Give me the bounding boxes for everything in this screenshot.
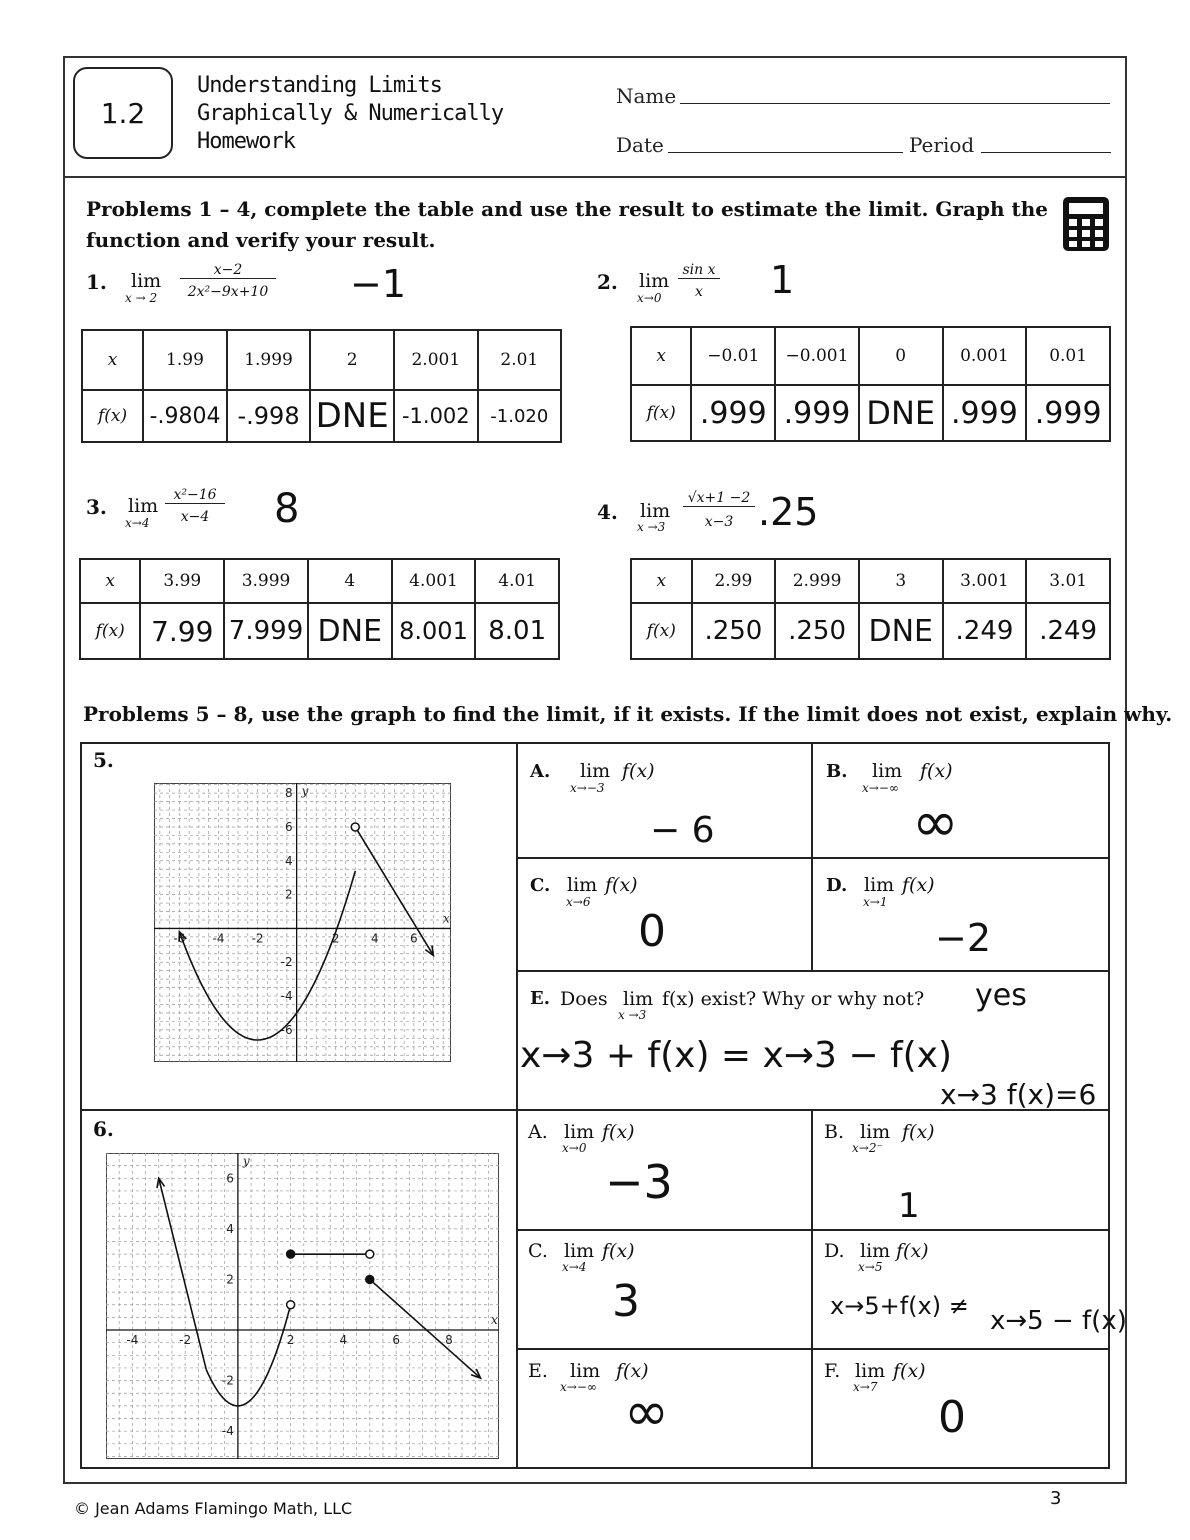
- table-cell[interactable]: 8.001: [392, 603, 476, 659]
- table-cell[interactable]: .249: [943, 603, 1027, 659]
- limit-subscript: x→−3: [570, 781, 605, 795]
- grid-divider: [516, 743, 518, 1468]
- table-cell[interactable]: .249: [1026, 603, 1110, 659]
- table-cell: 3: [859, 559, 943, 603]
- problem-1-numerator: x−2: [180, 262, 276, 279]
- limit-subscript: x→2⁻: [852, 1141, 883, 1155]
- y-tick-label: -4: [280, 989, 293, 1004]
- problem-1-lim: lim: [131, 270, 162, 292]
- part-label: B.: [824, 1121, 845, 1143]
- table-cell[interactable]: DNE: [310, 390, 394, 442]
- name-label: Name: [616, 84, 677, 108]
- x-tick-label: -2: [251, 931, 264, 946]
- limit-word: lim: [570, 1360, 601, 1382]
- x-header: x: [631, 327, 691, 385]
- table-cell: 2.01: [478, 330, 561, 390]
- limit-word: lim: [564, 1240, 595, 1262]
- limit-word: lim: [860, 1121, 891, 1143]
- x-header: x: [631, 559, 692, 603]
- x-tick-label: -4: [126, 1333, 139, 1348]
- limit-word: lim: [872, 760, 903, 782]
- limit-subscript: x→0: [562, 1141, 587, 1155]
- table-cell: 3.01: [1026, 559, 1110, 603]
- problem-2-answer: 1: [770, 258, 795, 302]
- open-point: [287, 1301, 295, 1309]
- work-5e-line1: x→3 + f(x) = x→3 − f(x): [520, 1035, 953, 1076]
- worksheet-title: Understanding Limits Graphically & Numerically Homework: [197, 73, 504, 154]
- problem-4-number: 4.: [597, 500, 618, 524]
- function-label: f(x): [902, 874, 935, 896]
- table-cell[interactable]: 7.99: [140, 603, 224, 659]
- y-tick-label: 8: [284, 786, 293, 801]
- table-cell: 1.99: [143, 330, 227, 390]
- header-divider: [63, 176, 1127, 178]
- x-tick-label: 4: [370, 931, 379, 946]
- problem-2-table: [630, 326, 1111, 442]
- function-label: f(x): [602, 1240, 635, 1262]
- calculator-icon: [1061, 195, 1111, 253]
- table-cell[interactable]: -1.002: [394, 390, 478, 442]
- table-cell: 3.999: [224, 559, 308, 603]
- limit-subscript: x→−∞: [862, 781, 899, 795]
- table-cell[interactable]: .999: [1026, 385, 1110, 441]
- y-axis-label: y: [242, 1154, 250, 1168]
- problem-3-answer: 8: [274, 486, 300, 532]
- grid-divider: [516, 857, 1109, 859]
- question-text: Does: [560, 988, 608, 1010]
- table-cell[interactable]: .250: [775, 603, 859, 659]
- limit-word: lim: [567, 874, 598, 896]
- table-cell[interactable]: -.998: [227, 390, 310, 442]
- x-tick-label: 2: [286, 1333, 295, 1348]
- limit-word: lim: [623, 988, 654, 1010]
- part-label: E.: [528, 1360, 548, 1382]
- x-tick-label: 6: [410, 931, 418, 946]
- limit-subscript: x→7: [853, 1380, 878, 1394]
- graph-border: [107, 1154, 499, 1459]
- problem-3-numerator: x²−16: [165, 487, 225, 504]
- table-cell: 0.01: [1026, 327, 1110, 385]
- table-cell: 4.001: [392, 559, 476, 603]
- x-tick-label: -2: [179, 1333, 192, 1348]
- answer-6e: ∞: [624, 1380, 669, 1443]
- name-field[interactable]: [680, 103, 1110, 104]
- problem-3-table: [79, 558, 560, 660]
- problem-6-number: 6.: [93, 1117, 114, 1141]
- table-cell[interactable]: -1.020: [478, 390, 561, 442]
- y-tick-label: -2: [221, 1373, 234, 1388]
- grid-divider: [516, 970, 1109, 972]
- problem-4-sub: x →3: [637, 520, 666, 534]
- y-tick-label: 4: [226, 1221, 234, 1236]
- answer-6f: 0: [938, 1392, 966, 1443]
- fx-header: f(x): [80, 603, 140, 659]
- function-label: f(x): [920, 760, 953, 782]
- problem-4-lim: lim: [640, 500, 671, 522]
- problem-4-denominator: x−3: [704, 514, 734, 530]
- problem-1-answer: −1: [350, 262, 407, 306]
- answer-6b: 1: [898, 1186, 920, 1226]
- problem-3-denominator: x−4: [180, 509, 210, 525]
- table-cell[interactable]: 8.01: [475, 603, 559, 659]
- table-cell[interactable]: .999: [775, 385, 859, 441]
- table-cell: 2.999: [775, 559, 859, 603]
- table-cell[interactable]: 7.999: [224, 603, 308, 659]
- part-label: C.: [530, 875, 551, 896]
- answer-5b: ∞: [912, 790, 959, 855]
- problem-4-answer: .25: [758, 490, 819, 534]
- answer-6a: −3: [605, 1155, 673, 1209]
- limit-subscript: x→4: [562, 1260, 587, 1274]
- date-label: Date: [616, 133, 664, 157]
- section-number: 1.2: [73, 67, 173, 159]
- y-tick-label: 6: [284, 819, 293, 834]
- x-tick-label: 8: [445, 1333, 453, 1348]
- part-label: A.: [528, 1121, 548, 1143]
- table-cell[interactable]: .999: [691, 385, 775, 441]
- table-cell[interactable]: DNE: [308, 603, 392, 659]
- table-cell[interactable]: -.9804: [143, 390, 227, 442]
- limit-subscript: x→1: [863, 895, 888, 909]
- grid-divider: [516, 1229, 1109, 1231]
- part1-instructions: Problems 1 – 4, complete the table and use the result to estimate the limit. Graph the function and verify your result.: [86, 197, 1048, 252]
- fx-header: f(x): [631, 603, 692, 659]
- function-label: f(x): [605, 874, 638, 896]
- part-label: D.: [826, 875, 848, 896]
- part2-instructions: Problems 5 – 8, use the graph to find the limit, if it exists. If the limit does not exist, explain why.: [83, 702, 1173, 726]
- table-cell: 0.001: [943, 327, 1027, 385]
- date-field[interactable]: [668, 152, 903, 153]
- part-label: C.: [528, 1240, 548, 1262]
- answer-6d: x→5+f(x) ≠: [830, 1292, 969, 1320]
- y-tick-label: -4: [221, 1424, 234, 1439]
- function-label: f(x): [893, 1360, 926, 1382]
- x-tick-label: -6: [173, 931, 186, 946]
- part-label: A.: [530, 761, 551, 782]
- limit-word: lim: [564, 1121, 595, 1143]
- table-cell: 2.99: [692, 559, 776, 603]
- closed-point: [287, 1250, 295, 1258]
- problem-2-number: 2.: [597, 270, 618, 294]
- page-number: 3: [1050, 1488, 1062, 1509]
- table-cell: 3.001: [943, 559, 1027, 603]
- problem-2-sub: x→0: [637, 291, 662, 305]
- table-cell: 0: [859, 327, 943, 385]
- problem-1-table: [81, 329, 562, 443]
- limit-subscript: x→6: [566, 895, 591, 909]
- y-tick-label: 6: [226, 1171, 234, 1186]
- copyright: © Jean Adams Flamingo Math, LLC: [74, 1499, 353, 1518]
- problem-5-graph: [154, 783, 451, 1062]
- function-label: f(x): [896, 1240, 929, 1262]
- x-tick-label: 4: [339, 1333, 348, 1348]
- problem-3-number: 3.: [86, 495, 107, 519]
- y-tick-label: 2: [284, 887, 293, 902]
- open-point: [366, 1250, 374, 1258]
- answer-5a: − 6: [650, 810, 715, 851]
- problem-2-numerator: sin x: [678, 262, 720, 279]
- table-cell: 2: [310, 330, 394, 390]
- x-header: x: [82, 330, 143, 390]
- y-tick-label: 4: [284, 853, 293, 868]
- problem-2-denominator: x: [695, 284, 703, 300]
- function-label: f(x): [622, 760, 655, 782]
- work-5e-line2: x→3 f(x)=6: [940, 1078, 1097, 1111]
- open-point: [351, 823, 359, 831]
- problem-4-table: [630, 558, 1111, 660]
- grid-divider: [811, 1110, 813, 1468]
- table-cell: −0.01: [691, 327, 775, 385]
- table-cell[interactable]: DNE: [859, 603, 943, 659]
- x-tick-label: 6: [392, 1333, 400, 1348]
- x-axis-label: x: [443, 911, 450, 926]
- y-axis-label: y: [301, 784, 309, 798]
- table-cell[interactable]: DNE: [859, 385, 943, 441]
- problem-1-denominator: 2x²−9x+10: [187, 284, 269, 300]
- table-cell[interactable]: .250: [692, 603, 776, 659]
- limit-word: lim: [580, 760, 611, 782]
- part-label: E.: [530, 988, 550, 1009]
- question-text: f(x) exist? Why or why not?: [662, 988, 925, 1010]
- x-axis-label: x: [491, 1313, 498, 1328]
- answer-5d: −2: [935, 916, 992, 960]
- answer-6d-cont: x→5 − f(x): [990, 1306, 1127, 1336]
- limit-word: lim: [860, 1240, 891, 1262]
- grid-divider: [516, 1348, 1109, 1350]
- table-cell: 2.001: [394, 330, 478, 390]
- problem-1-number: 1.: [86, 270, 107, 294]
- function-label: f(x): [602, 1121, 635, 1143]
- table-cell: −0.001: [775, 327, 859, 385]
- limit-word: lim: [864, 874, 895, 896]
- function-label: f(x): [902, 1121, 935, 1143]
- problem-1-sub: x → 2: [125, 291, 158, 305]
- answer-6c: 3: [612, 1276, 640, 1327]
- problem-6-graph: [106, 1153, 499, 1459]
- limit-subscript: x →3: [618, 1008, 647, 1022]
- limit-subscript: x→−∞: [560, 1380, 597, 1394]
- table-cell: 4: [308, 559, 392, 603]
- table-cell: 1.999: [227, 330, 310, 390]
- table-cell[interactable]: .999: [943, 385, 1027, 441]
- y-tick-label: -6: [280, 1022, 293, 1037]
- problem-3-sub: x→4: [125, 516, 150, 530]
- part-label: D.: [824, 1240, 845, 1262]
- period-field[interactable]: [981, 152, 1111, 153]
- y-tick-label: -2: [280, 955, 293, 970]
- part-label: F.: [824, 1360, 841, 1382]
- limit-subscript: x→5: [858, 1260, 883, 1274]
- problem-4-numerator: √x+1 −2: [683, 490, 755, 507]
- table-cell: 4.01: [475, 559, 559, 603]
- x-tick-label: 2: [331, 931, 340, 946]
- fx-header: f(x): [631, 385, 691, 441]
- fx-header: f(x): [82, 390, 143, 442]
- table-cell: 3.99: [140, 559, 224, 603]
- period-label: Period: [909, 133, 975, 157]
- x-tick-label: -4: [212, 931, 225, 946]
- part-label: B.: [826, 761, 848, 782]
- function-label: f(x): [616, 1360, 649, 1382]
- answer-5e: yes: [975, 978, 1027, 1013]
- problem-5-number: 5.: [93, 748, 114, 772]
- limit-word: lim: [855, 1360, 886, 1382]
- problem-3-lim: lim: [128, 495, 159, 517]
- answer-5c: 0: [638, 906, 666, 957]
- x-header: x: [80, 559, 140, 603]
- closed-point: [366, 1275, 374, 1283]
- problem-2-lim: lim: [639, 270, 670, 292]
- y-tick-label: 2: [226, 1272, 234, 1287]
